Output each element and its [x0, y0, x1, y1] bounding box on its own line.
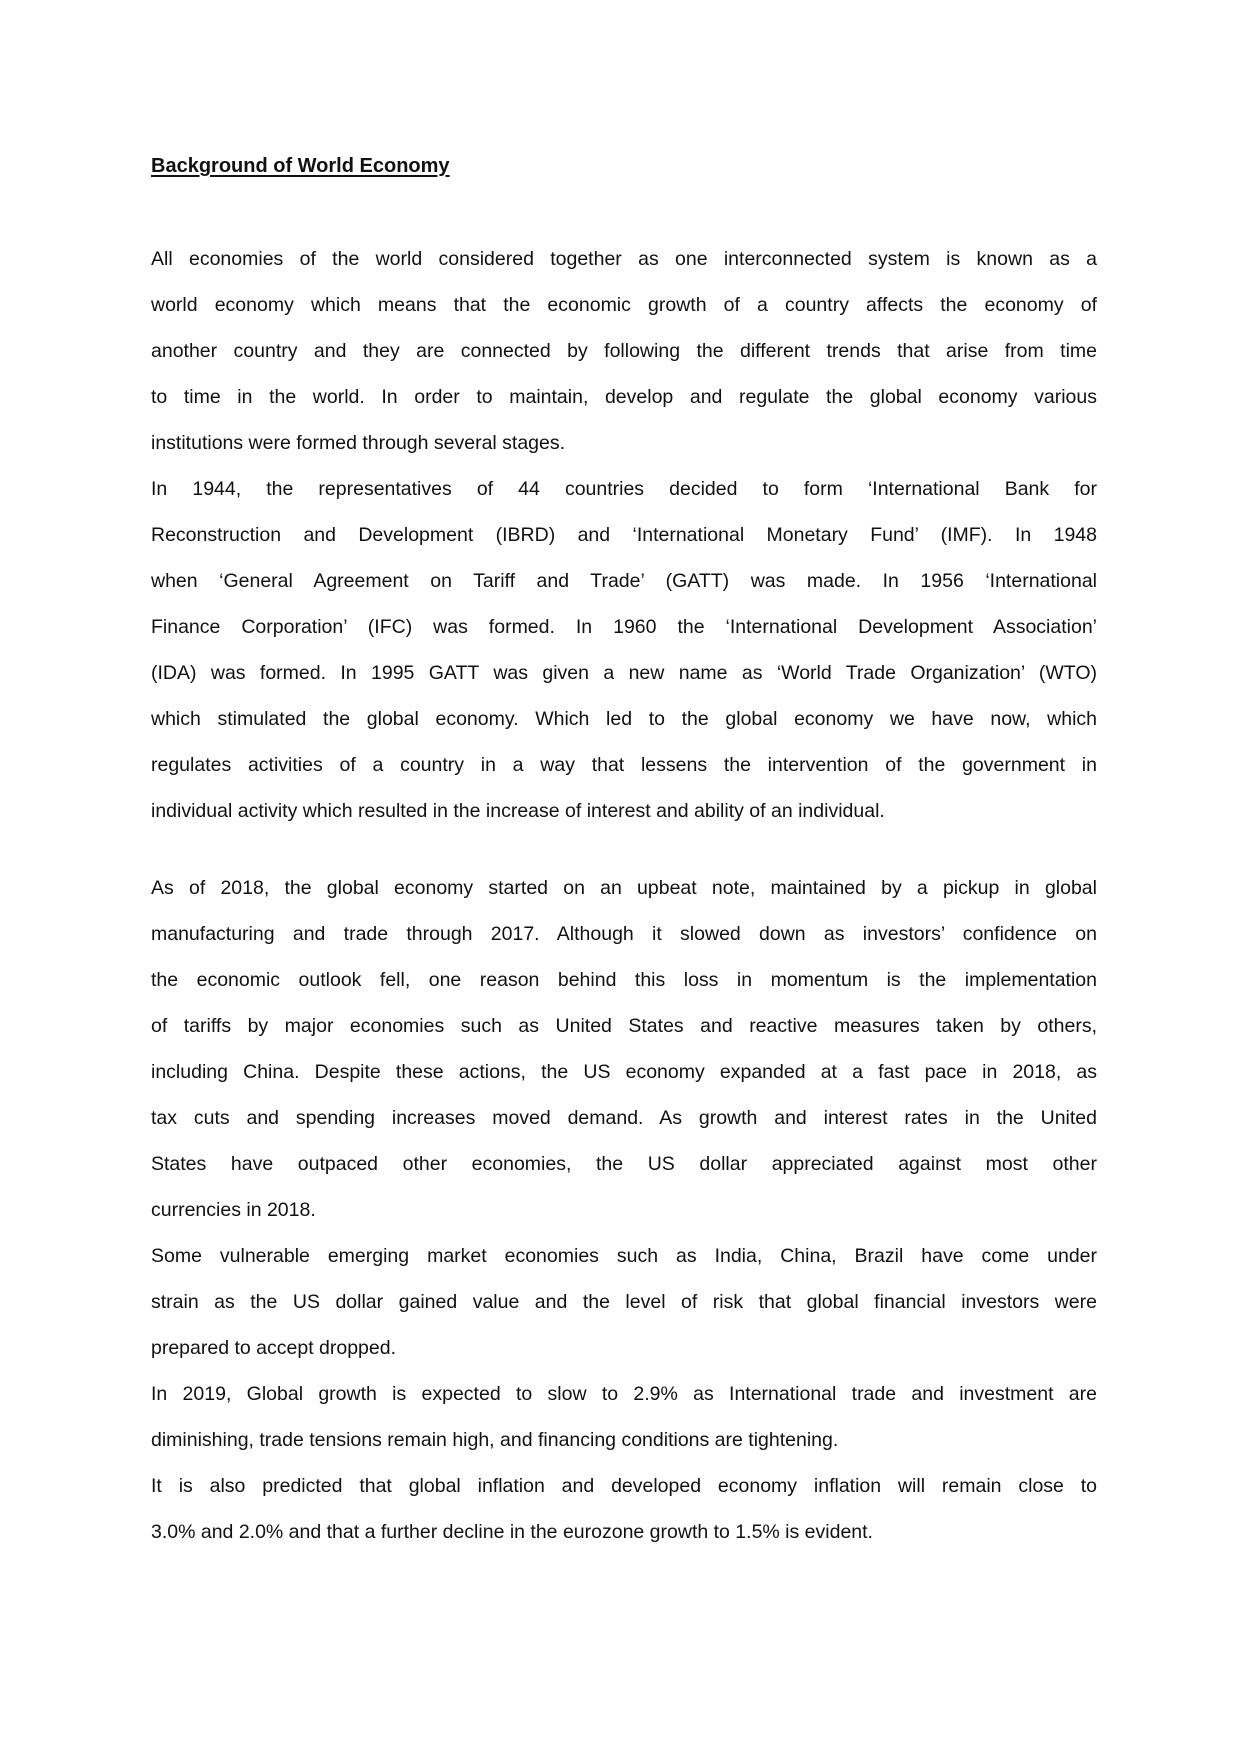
text-line: prepared to accept dropped. — [151, 1337, 397, 1359]
text-line: world economy which means that the economic growth of a country affects the economy of — [151, 294, 1097, 316]
text-line: All economies of the world considered together as one interconnected system is known as a — [151, 248, 1097, 270]
text-line: It is also predicted that global inflation and developed economy inflation will remain close to — [151, 1475, 1097, 1497]
paragraph-institutions-history — [151, 466, 1097, 834]
text-line: which stimulated the global economy. Which led to the global economy we have now, which — [151, 708, 1097, 730]
text-line: individual activity which resulted in the increase of interest and ability of an individual. — [151, 800, 885, 822]
text-line: States have outpaced other economies, the US dollar appreciated against most other — [151, 1153, 1097, 1175]
text-line: institutions were formed through several stages. — [151, 432, 566, 454]
text-line: Finance Corporation’ (IFC) was formed. In 1960 the ‘International Development Association’ — [151, 616, 1097, 638]
text-line: In 2019, Global growth is expected to slow to 2.9% as International trade and investment are — [151, 1383, 1097, 1405]
text-line: 3.0% and 2.0% and that a further decline in the eurozone growth to 1.5% is evident. — [151, 1521, 873, 1543]
text-line: diminishing, trade tensions remain high, and financing conditions are tightening. — [151, 1429, 839, 1451]
text-line: strain as the US dollar gained value and the level of risk that global financial investors were — [151, 1291, 1097, 1313]
text-line: to time in the world. In order to maintain, develop and regulate the global economy various — [151, 386, 1097, 408]
text-line: currencies in 2018. — [151, 1199, 316, 1221]
text-line: of tariffs by major economies such as United States and reactive measures taken by others, — [151, 1015, 1097, 1037]
document-page — [151, 143, 1097, 1555]
paragraph-2018-outlook — [151, 865, 1097, 1233]
paragraph-world-economy-definition — [151, 236, 1097, 466]
text-line: In 1944, the representatives of 44 countries decided to form ‘International Bank for — [151, 478, 1097, 500]
page-title: Background of World Economy — [151, 155, 450, 177]
text-line: including China. Despite these actions, the US economy expanded at a fast pace in 2018, as — [151, 1061, 1097, 1083]
text-line: manufacturing and trade through 2017. Although it slowed down as investors’ confidence on — [151, 923, 1097, 945]
text-line: Reconstruction and Development (IBRD) and ‘International Monetary Fund’ (IMF). In 1948 — [151, 524, 1097, 546]
text-line: As of 2018, the global economy started on an upbeat note, maintained by a pickup in global — [151, 877, 1097, 899]
text-line: (IDA) was formed. In 1995 GATT was given a new name as ‘World Trade Organization’ (WTO) — [151, 662, 1097, 684]
paragraph-inflation-forecast — [151, 1463, 1097, 1555]
text-line: the economic outlook fell, one reason behind this loss in momentum is the implementation — [151, 969, 1097, 991]
text-line: Some vulnerable emerging market economies such as India, China, Brazil have come under — [151, 1245, 1097, 1267]
paragraph-emerging-markets — [151, 1233, 1097, 1371]
text-line: tax cuts and spending increases moved demand. As growth and interest rates in the United — [151, 1107, 1097, 1129]
paragraph-2019-growth — [151, 1371, 1097, 1463]
text-line: when ‘General Agreement on Tariff and Trade’ (GATT) was made. In 1956 ‘International — [151, 570, 1097, 592]
text-line: regulates activities of a country in a way that lessens the intervention of the government in — [151, 754, 1097, 776]
text-line: another country and they are connected by following the different trends that arise from time — [151, 340, 1097, 362]
